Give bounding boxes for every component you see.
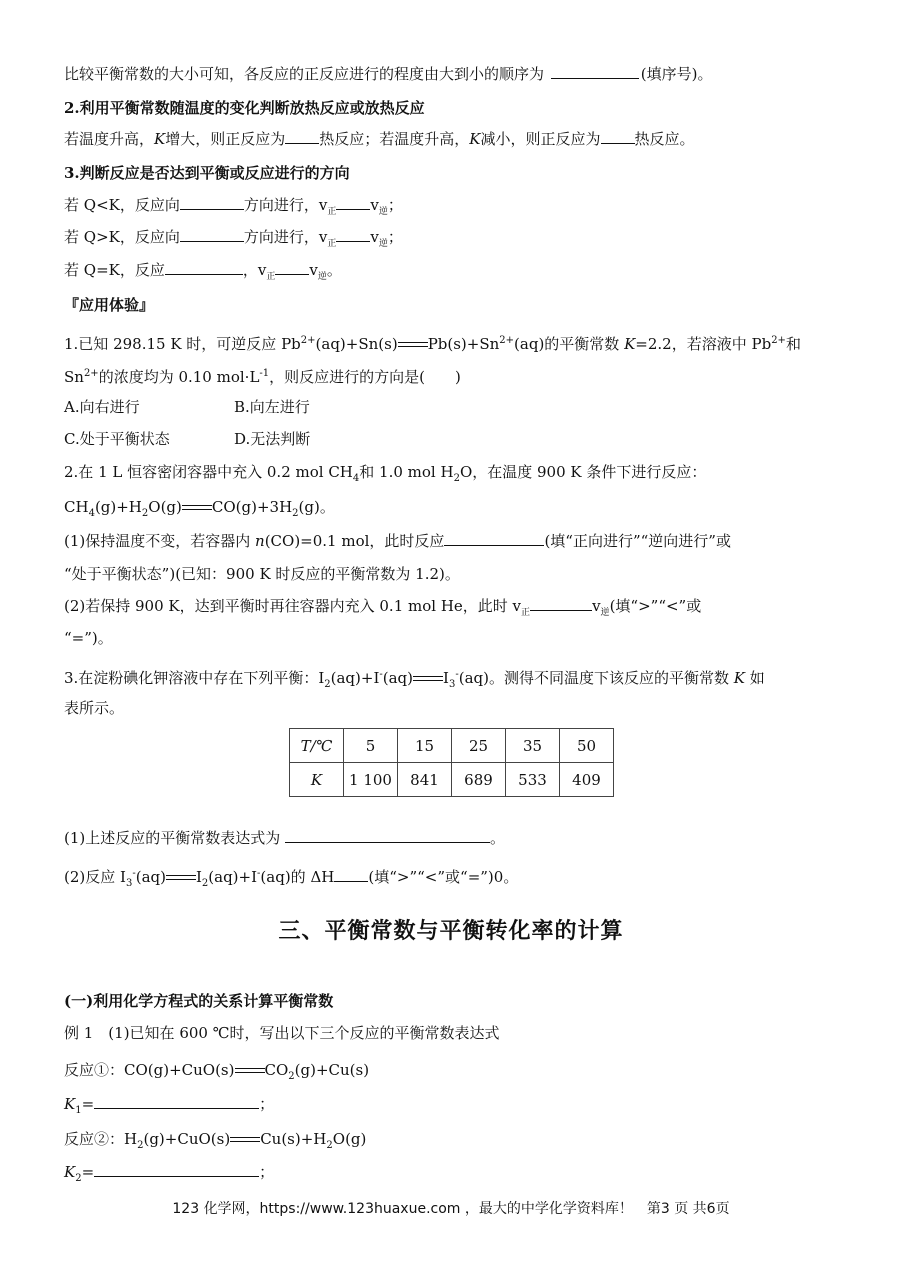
option-c[interactable]: C.处于平衡状态: [64, 430, 170, 448]
option-d[interactable]: D.无法判断: [234, 430, 311, 448]
equilibrium-arrow-icon: [398, 339, 428, 351]
subsection-heading: (一)利用化学方程式的关系计算平衡常数: [64, 992, 334, 1010]
question-2-part1: (1)保持温度不变，若容器内 n(CO)=0.1 mol，此时反应 (填“正向进行”“逆向进行”或: [64, 532, 731, 550]
table-cell: 5: [344, 729, 398, 763]
text-line: 若 Q=K，反应 ，$v_正$ $v_逆$。: [64, 261, 342, 282]
equilibrium-arrow-icon: [182, 502, 212, 514]
question-2-part1-cont: “处于平衡状态”)(已知：900 K 时反应的平衡常数为 1.2)。: [64, 565, 460, 583]
section-title: 三、平衡常数与平衡转化率的计算: [278, 918, 624, 944]
temperature-k-table: [289, 728, 614, 797]
page-footer: 123 化学网，https://www.123huaxue.com ，最大的中学化学资料库！ 第3 页 共6页: [172, 1201, 730, 1217]
reaction-2: 反应②：$H_2(g)+CuO(s)$ $Cu(s)+H_2O(g)$: [64, 1130, 367, 1151]
table-row: [290, 763, 614, 797]
question-2-part2: (2)若保持 900 K，达到平衡时再往容器内充入 0.1 mol He，此时 $v_正$ $v_逆$(填“>”“<”或: [64, 597, 702, 618]
k1-line: $K_1=$ ；: [64, 1095, 275, 1116]
answer-blank[interactable]: [165, 259, 243, 275]
option-b[interactable]: B.向左进行: [234, 398, 310, 416]
equilibrium-arrow-icon: [235, 1065, 265, 1077]
example-1: 例 1 (1)已知在 600 ℃时，写出以下三个反应的平衡常数表达式: [64, 1024, 500, 1042]
answer-blank[interactable]: [530, 595, 592, 611]
table-cell: 1 100: [344, 763, 398, 797]
table-cell: 533: [506, 763, 560, 797]
table-cell: T/℃: [290, 729, 344, 763]
table-cell: 35: [506, 729, 560, 763]
subheading: 2.利用平衡常数随温度的变化判断放热反应或放热反应: [64, 99, 425, 117]
answer-blank[interactable]: [180, 194, 244, 210]
option-row: [64, 428, 310, 450]
answer-blank[interactable]: [334, 866, 368, 882]
answer-blank[interactable]: [94, 1093, 259, 1109]
question-1-cont: $Sn^{2+}$的浓度均为 0.10 $mol\cdot L^{-1}$，则反应进行的方向是( ): [64, 368, 461, 386]
equilibrium-arrow-icon: [413, 673, 443, 685]
option-a[interactable]: A.向右进行: [64, 398, 140, 416]
answer-blank[interactable]: [551, 63, 639, 79]
question-2: 2.在 1 L 恒容密闭容器中充入 0.2 mol $CH_4$和 1.0 mol $H_2O$，在温度 900 K 条件下进行反应：: [64, 463, 707, 484]
answer-blank[interactable]: [285, 827, 490, 843]
table-cell: 409: [560, 763, 614, 797]
section-label: 『应用体验』: [64, 296, 155, 314]
answer-blank[interactable]: [444, 530, 544, 546]
equilibrium-arrow-icon: [166, 872, 196, 884]
equilibrium-arrow-icon: [230, 1134, 260, 1146]
answer-blank[interactable]: [601, 128, 635, 144]
question-3: 3.在淀粉碘化钾溶液中存在下列平衡：$I_2(aq)+I^-(aq)$ $I_3^-(aq)$。测得不同温度下该反应的平衡常数 K 如: [64, 669, 765, 690]
text-line: 比较平衡常数的大小可知，各反应的正反应进行的程度由大到小的顺序为 (填序号)。: [64, 65, 713, 83]
answer-blank[interactable]: [336, 226, 370, 242]
equation: $CH_4(g)+H_2O(g)$ $CO(g)+3H_2(g)$。: [64, 498, 335, 519]
text-line: 若 Q<K，反应向 方向进行，$v_正$ $v_逆$；: [64, 196, 403, 217]
table-cell: 50: [560, 729, 614, 763]
question-3-part1: (1)上述反应的平衡常数表达式为 。: [64, 829, 506, 847]
subheading: 3.判断反应是否达到平衡或反应进行的方向: [64, 164, 350, 182]
option-row: [64, 396, 310, 418]
answer-blank[interactable]: [285, 128, 319, 144]
k2-line: $K_2=$ ；: [64, 1163, 275, 1184]
answer-blank[interactable]: [180, 226, 244, 242]
table-cell: 841: [398, 763, 452, 797]
question-3-cont: 表所示。: [64, 699, 125, 717]
text-line: 若温度升高，K增大，则正反应为 热反应；若温度升高，K减小，则正反应为 热反应。: [64, 130, 695, 148]
table-cell: 689: [452, 763, 506, 797]
answer-blank[interactable]: [94, 1161, 259, 1177]
table-cell: 25: [452, 729, 506, 763]
table-cell: K: [290, 763, 344, 797]
answer-blank[interactable]: [336, 194, 370, 210]
question-1: 1.已知 298.15 K 时，可逆反应 $Pb^{2+}(aq)+Sn(s)$ $Pb(s)+Sn^{2+}(aq)$的平衡常数 K=2.2，若溶液中 $Pb^{2+}$和: [64, 335, 801, 353]
text-line: 若 Q>K，反应向 方向进行，$v_正$ $v_逆$；: [64, 228, 403, 249]
question-3-part2: (2)反应 $I_3^-(aq)$ $I_2(aq)+I^-(aq)$的 ΔH (填“>”“<”或“=”)0。: [64, 868, 519, 889]
table-cell: 15: [398, 729, 452, 763]
answer-blank[interactable]: [275, 259, 309, 275]
reaction-1: 反应①：CO(g)+CuO(s) $CO_2(g)+Cu(s)$: [64, 1061, 370, 1082]
question-2-part2-cont: “=”)。: [64, 629, 113, 647]
table-row: [290, 729, 614, 763]
